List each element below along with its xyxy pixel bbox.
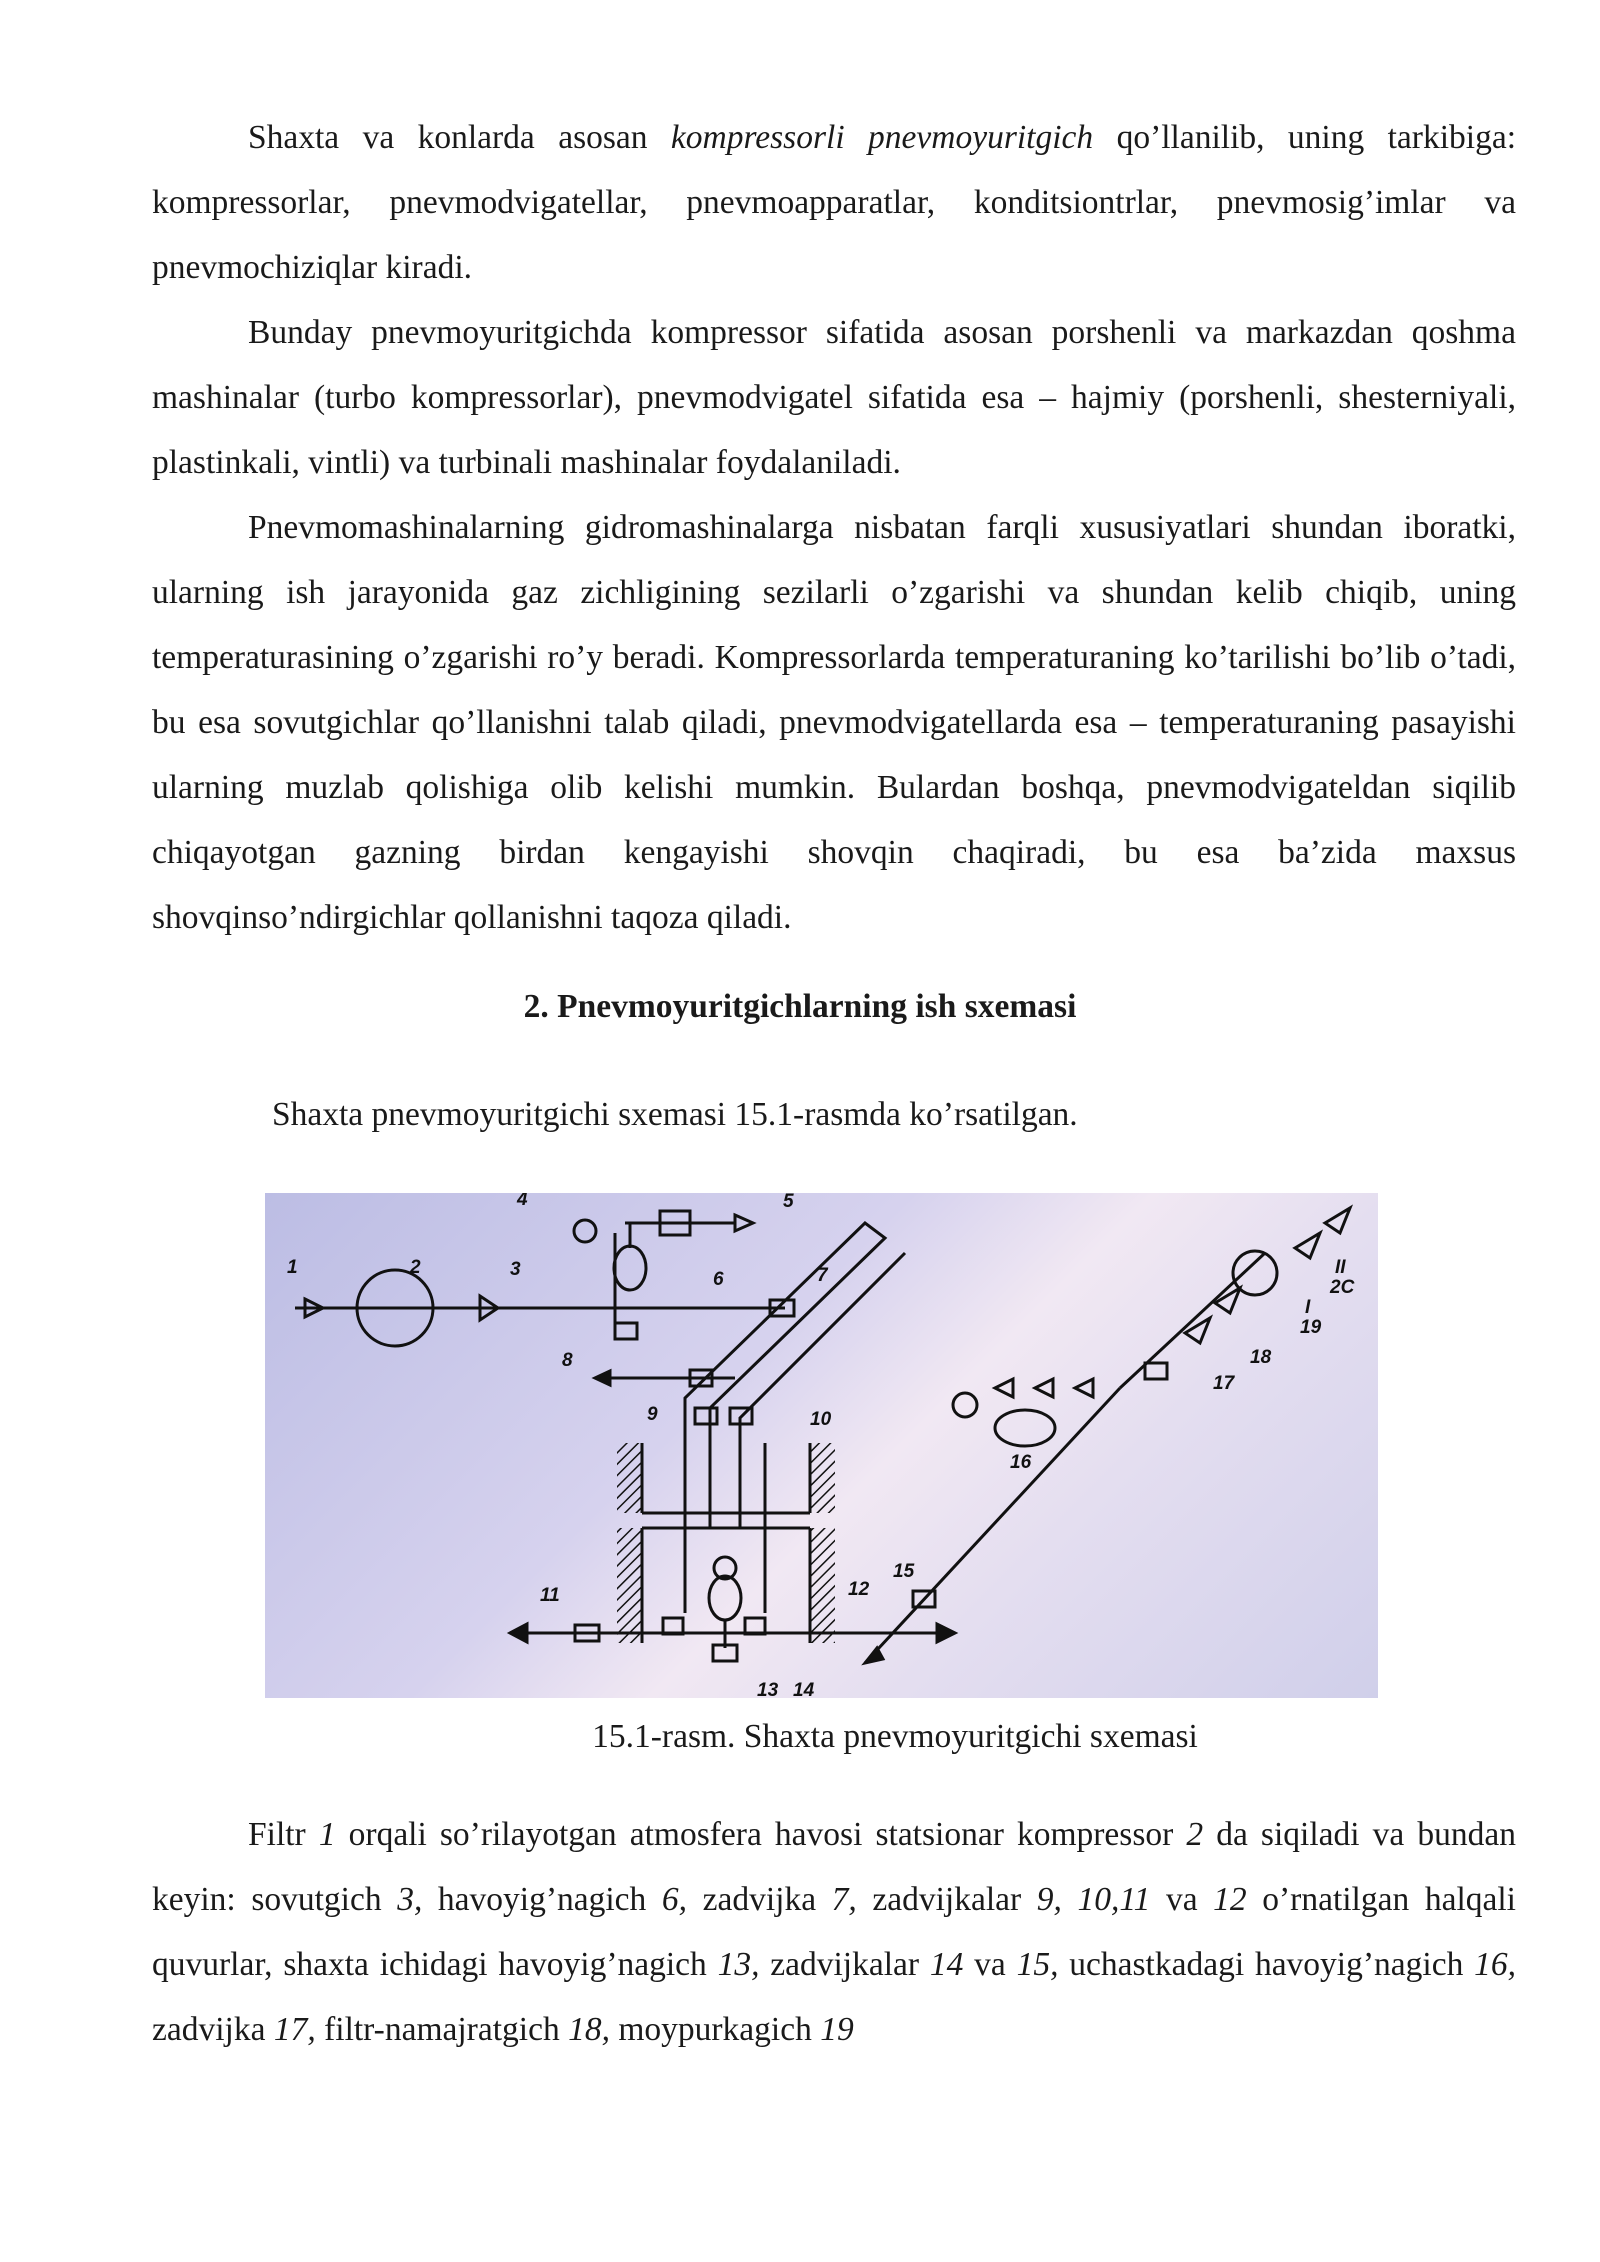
p4-f: zadvijkalar <box>856 1881 1037 1918</box>
paragraph-3 <box>152 495 1516 950</box>
p4-ref-1: 1 <box>318 1816 336 1853</box>
figure-caption: 15.1-rasm. Shaxta pnevmoyuritgichi sxemasi <box>592 1718 1198 1755</box>
label-13: 13 <box>757 1680 779 1698</box>
label-9: 9 <box>647 1404 658 1425</box>
p3-text: Pnevmomashinalarning gidromashinalarga nisbatan farqli xususiyatlari shundan iboratki, ularning ish jarayonida gaz zichligining sezilarli o’zgarishi va shundan kelib chiqib, uning temperaturasining o’zgarishi ro’y beradi. Kompressorlarda temperaturaning ko’tarilishi bo’lib o’tadi, bu esa sovutgichlar qo’llanishni talab qiladi, pnevmodvigatellarda esa – temperaturaning pasayishi ularning muzlab qolishiga olib kelishi mumkin. Bulardan boshqa, pnevmodvigateldan siqilib chiqayotgan gazning birdan kengayishi shovqin chaqiradi, bu esa ba’zida maxsus shovqinso’ndirgichlar qollanishni taqoza qiladi. <box>152 509 1516 936</box>
p4-ref-18: 18, <box>568 2011 610 2048</box>
p4-d: havoyig’nagich <box>422 1881 662 1918</box>
p4-c: da siqiladi va bundan keyin: sovutgich <box>152 1816 1516 1918</box>
p4-m: filtr-namajratgich <box>315 2011 569 2048</box>
paragraph-4 <box>152 1802 1516 2062</box>
label-7: 7 <box>817 1265 828 1286</box>
paragraph-2 <box>152 300 1516 495</box>
label-18: 18 <box>1250 1347 1272 1368</box>
p1-space <box>845 119 868 156</box>
p4-b: orqali so’rilayotgan atmosfera havosi statsionar kompressor <box>335 1816 1187 1853</box>
p4-ref-2: 2 <box>1186 1816 1204 1853</box>
p4-n: moypurkagich <box>609 2011 821 2048</box>
p4-ref-14: 14 <box>929 1946 964 1983</box>
p1-text-a: Shaxta va konlarda asosan <box>248 119 671 156</box>
label-19: 19 <box>1300 1317 1322 1338</box>
p4-g: va <box>1150 1881 1214 1918</box>
label-3: 3 <box>510 1259 521 1280</box>
section-heading: 2. Pnevmoyuritgichlarning ish sxemasi <box>523 988 1077 1025</box>
p4-ref-7: 7, <box>831 1881 857 1918</box>
p4-l: zadvijka <box>152 2011 274 2048</box>
label-8: 8 <box>562 1350 573 1371</box>
p1-term-kompressorli: kompressorli <box>670 119 845 156</box>
schematic-figure <box>265 1193 1378 1698</box>
p4-a: Filtr <box>248 1816 319 1853</box>
p4-ref-15: 15, <box>1016 1946 1059 1983</box>
label-11: 11 <box>540 1585 560 1606</box>
p4-j: va <box>963 1946 1017 1983</box>
p1-term-pnevmoyuritgich: pnevmoyuritgich <box>868 119 1094 156</box>
label-2: 2 <box>410 1257 421 1278</box>
paragraph-1 <box>152 105 1516 300</box>
label-17: 17 <box>1213 1373 1235 1394</box>
label-2c: 2C <box>1330 1277 1355 1298</box>
p2-text: Bunday pnevmoyuritgichda kompressor sifatida asosan porshenli va markazdan qoshma mashinalar (turbo kompressorlar), pnevmodvigatel sifatida esa – hajmiy (porshenli, shesterniyali, plastinkali, vintli) va turbinali mashinalar foydalaniladi. <box>152 314 1516 481</box>
p4-i: zadvijkalar <box>759 1946 930 1983</box>
p4-ref-17: 17, <box>273 2011 316 2048</box>
label-12: 12 <box>848 1579 870 1600</box>
p4-ref-3: 3, <box>397 1881 423 1918</box>
p4-ref-9-10-11: 9, 10,11 <box>1036 1881 1151 1918</box>
p4-ref-19: 19 <box>820 2011 854 2048</box>
figure-intro: Shaxta pnevmoyuritgichi sxemasi 15.1-rasmda ko’rsatilgan. <box>272 1096 1078 1133</box>
label-15: 15 <box>893 1561 915 1582</box>
label-roman-ii: II <box>1335 1257 1346 1278</box>
p4-e: zadvijka <box>687 1881 832 1918</box>
label-4: 4 <box>517 1193 528 1210</box>
pneumatic-schematic <box>265 1193 1378 1698</box>
p1-text-b: qo’llanilib, uning tarkibiga: kompressorlar, pnevmodvigatellar, pnevmoapparatlar, konditsiontrlar, pnevmosig’imlar va pnevmochiziqlar kiradi. <box>152 119 1516 286</box>
label-16: 16 <box>1010 1452 1032 1473</box>
p4-ref-6: 6, <box>661 1881 687 1918</box>
p4-h: o’rnatilgan halqali quvurlar, shaxta ichidagi havoyig’nagich <box>152 1881 1516 1983</box>
p4-ref-16: 16, <box>1474 1946 1516 1983</box>
p4-ref-13: 13, <box>717 1946 760 1983</box>
label-1: 1 <box>287 1257 298 1278</box>
label-6: 6 <box>713 1269 724 1290</box>
p4-k: uchastkadagi havoyig’nagich <box>1058 1946 1475 1983</box>
label-5: 5 <box>783 1193 794 1212</box>
p4-ref-12: 12 <box>1213 1881 1247 1918</box>
label-14: 14 <box>793 1680 815 1698</box>
label-roman-i: I <box>1305 1297 1311 1318</box>
label-10: 10 <box>810 1409 832 1430</box>
